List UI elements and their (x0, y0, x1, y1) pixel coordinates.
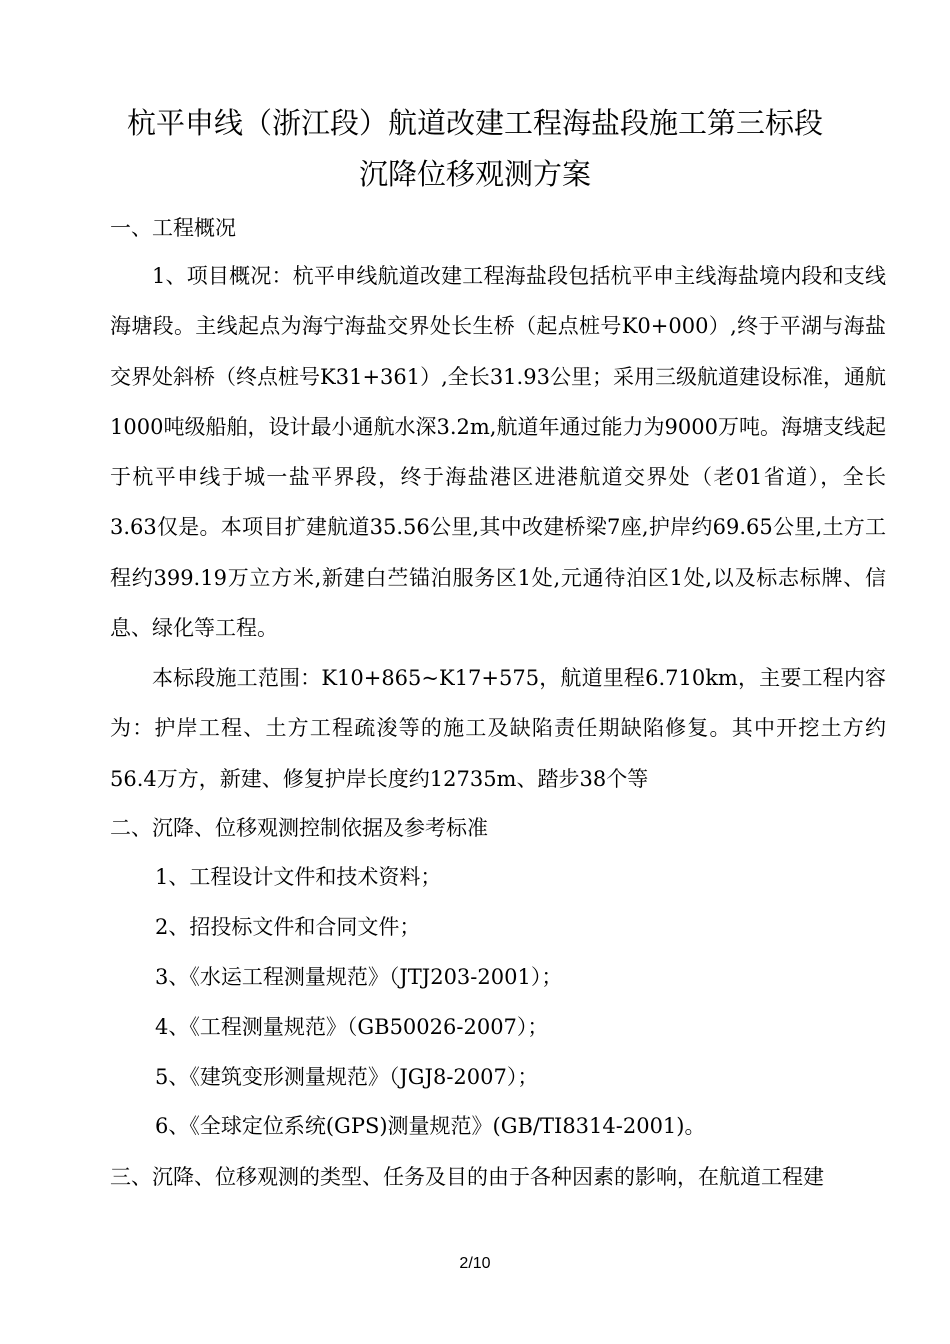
section1-heading: 一、工程概况 (110, 216, 236, 240)
reference-item-5: 5、《建筑变形测量规范》（JGJ8-2007）； (155, 1065, 539, 1089)
document-title-line1: 杭平申线（浙江段）航道改建工程海盐段施工第三标段 (126, 106, 823, 140)
reference-item-6: 6、《全球定位系统(GPS)测量规范》(GB/TI8314-2001)。 (155, 1114, 706, 1138)
document-title-line2: 沉降位移观测方案 (358, 157, 591, 191)
reference-item-3: 3、《水运工程测量规范》（JTJ203-2001）； (155, 965, 563, 989)
section1-paragraph-project-overview: 1、项目概况：杭平申线航道改建工程海盐段包括杭平申主线海盐境内段和支线海塘段。主线起点为海宁海盐交界处长生桥（起点桩号K0+000）,终于平湖与海盐交界处斜桥（终点桩号K31+361）,全长31.93公里；采用三级航道建设标准，通航1000吨级船舶，设计最小通航水深3.2m,航道年通过能力为9000万吨。海塘支线起于杭平申线于城一盐平界段，终于海盐港区进港航道交界处（老01省道），全长3.63仅是。本项目扩建航道35.56公里,其中改建桥梁7座,护岸约69.65公里,土方工程约399.19万立方米,新建白苎锚泊服务区1处,元通待泊区1处,以及标志标牌、信息、绿化等工程。 (110, 264, 886, 641)
section1-paragraph-scope: 本标段施工范围：K10+865~K17+575，航道里程6.710km，主要工程内容为：护岸工程、土方工程疏浚等的施工及缺陷责任期缺陷修复。其中开挖土方约56.4万方，新建、修复护岸长度约12735m、踏步38个等 (110, 666, 886, 791)
section2-heading: 二、沉降、位移观测控制依据及参考标准 (110, 816, 488, 840)
page-number: 2/10 (459, 1255, 491, 1272)
reference-item-4: 4、《工程测量规范》（GB50026-2007）； (155, 1015, 549, 1039)
section3-heading: 三、沉降、位移观测的类型、任务及目的由于各种因素的影响，在航道工程建 (110, 1165, 824, 1189)
reference-item-1: 1、工程设计文件和技术资料； (155, 865, 442, 889)
reference-item-2: 2、招投标文件和合同文件； (155, 915, 421, 939)
